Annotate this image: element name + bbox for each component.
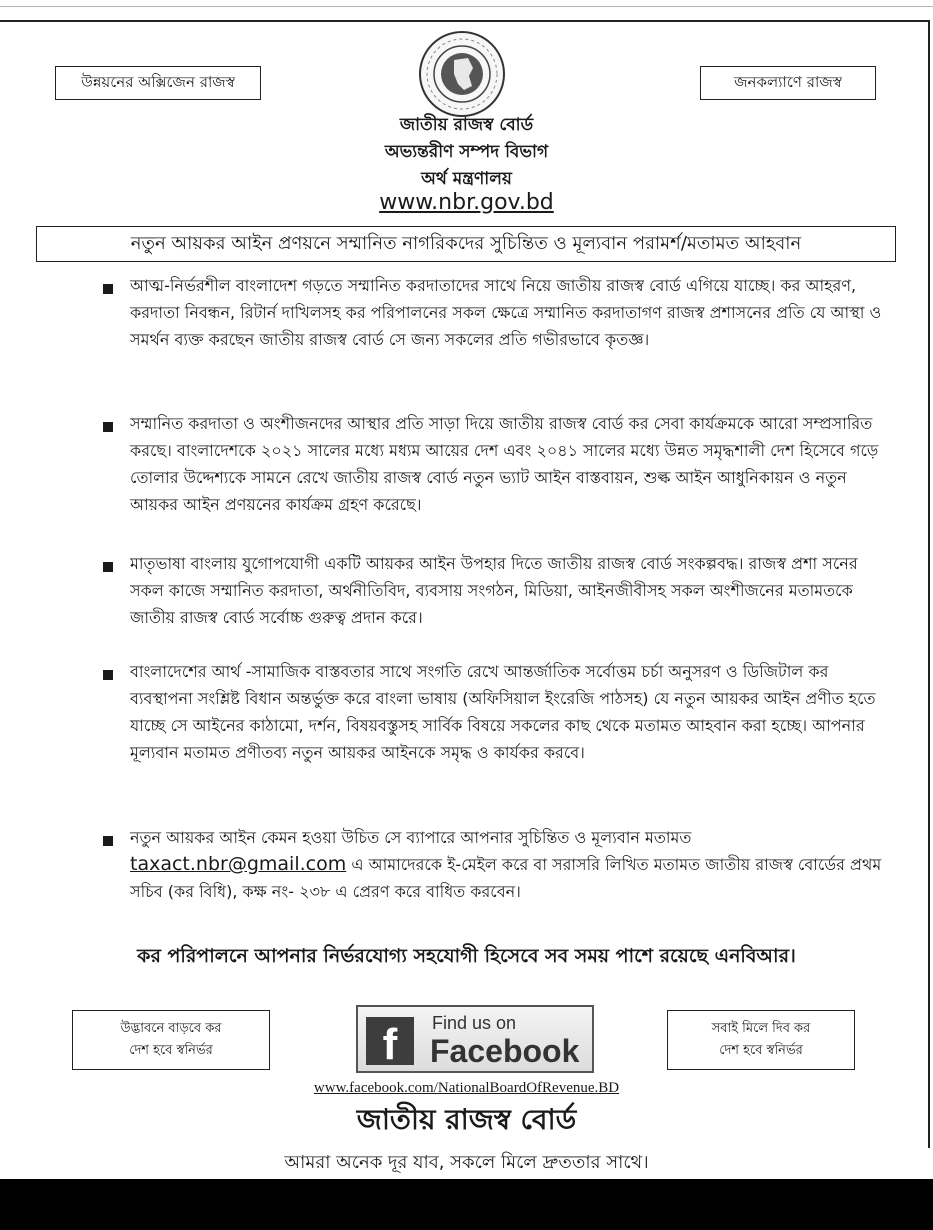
notice-title (36, 226, 896, 262)
bullet-icon (103, 836, 113, 846)
email-link[interactable]: taxact.nbr@gmail.com (130, 853, 347, 875)
footer-org-name: জাতীয় রাজস্ব বোর্ড (356, 1103, 577, 1136)
facebook-icon: f (366, 1017, 414, 1065)
header-ministry: অর্থ মন্ত্রণালয় (421, 169, 512, 189)
bullet-icon (103, 422, 113, 432)
footer-motto: আমরা অনেক দূর যাব, সকলে মিলে দ্রুততার সাথে। (0, 1148, 933, 1179)
top-rule (0, 6, 933, 7)
facebook-name-text: Facebook (430, 1033, 580, 1069)
government-seal-icon (418, 30, 506, 118)
nbr-tagline: কর পরিপালনে আপনার নির্ভরযোগ্য সহযোগী হিসেবে সব সময় পাশে রয়েছে এনবিআর। (137, 945, 796, 967)
slogan-box-left (55, 66, 261, 100)
bullet-icon (103, 562, 113, 572)
paragraph-4: বাংলাদেশের আর্থ -সামাজিক বাস্তবতার সাথে সংগতি রেখে আন্তর্জাতিক সর্বোত্তম চর্চা অনুসরণ ও ডিজিটাল কর ব্যবস্থাপনা সংশ্লিষ্ট বিধান অন্তর্ভুক্ত করে বাংলা ভাষায় (অফিসিয়াল ইংরেজি পাঠসহ) যে নতুন আয়কর আইন প্রণীত হতে যাচ্ছে সে আইনের কাঠামো, দর্শন, বিষয়বস্তুসহ সার্বিক বিষয়ে সকলের কাছ থেকে মতামত আহবান করা হচ্ছে। আপনার মূল্যবান মতামত প্রণীতব্য নতুন আয়কর আইনকে সমৃদ্ধ ও কার্যকর করবে। (130, 662, 876, 762)
bullet-icon (103, 284, 113, 294)
bullet-icon (103, 670, 113, 680)
footer-slogan-left-line2: দেশ হবে স্বনির্ভর (129, 1043, 213, 1058)
notice-title-text: নতুন আয়কর আইন প্রণয়নে সম্মানিত নাগরিকদের সুচিন্তিত ও মূল্যবান পরামর্শ/মতামত আহবান (130, 233, 802, 254)
paragraph-2: সম্মানিত করদাতা ও অংশীজনদের আস্থার প্রতি সাড়া দিয়ে জাতীয় রাজস্ব বোর্ড কর সেবা কার্যক্রমকে আরো সম্প্রসারিত করছে। বাংলাদেশকে ২০২১ সালের মধ্যে মধ্যম আয়ের দেশ এবং ২০৪১ সালের মধ্যে উন্নত সমৃদ্ধশালী দেশ হিসেবে গড়ে তোলার উদ্দেশ্যকে সামনে রেখে জাতীয় রাজস্ব বোর্ড নতুন ভ্যাট আইন বাস্তবায়ন, শুল্ক আইন আধুনিকায়ন ও নতুন আয়কর আইন প্রণয়নের কার্যক্রম গ্রহণ করেছে। (130, 414, 879, 514)
footer-slogan-right-line2: দেশ হবে স্বনির্ভর (719, 1043, 803, 1058)
paragraph-5-post: এ আমাদেরকে ই-মেইল করে বা সরাসরি লিখিত মতামত জাতীয় রাজস্ব বোর্ডের প্রথম সচিব (কর বিধি), কক্ষ নং- ২৩৮ এ প্রেরণ করে বাধিত করবেন। (130, 855, 882, 901)
slogan-left-text: উন্নয়নের অক্সিজেন রাজস্ব (81, 72, 235, 91)
footer-slogan-left-line1: উদ্ভাবনে বাড়বে কর (120, 1021, 222, 1036)
facebook-find-text: Find us on (432, 1013, 517, 1033)
website-link[interactable]: www.nbr.gov.bd (379, 190, 554, 215)
paragraph-3: মাতৃভাষা বাংলায় যুগোপযোগী একটি আয়কর আইন উপহার দিতে জাতীয় রাজস্ব বোর্ড সংকল্পবদ্ধ। রাজস্ব প্রশা সনের সকল কাজে সম্মানিত করদাতা, অর্থনীতিবিদ, ব্যবসায় সংগঠন, মিডিয়া, আইনজীবীসহ সকল অংশীজনের মতামতকে জাতীয় রাজস্ব বোর্ড সর্বোচ্চ গুরুত্ব প্রদান করে। (130, 554, 858, 627)
footer-slogan-right (667, 1010, 855, 1070)
paragraph-5 (130, 824, 890, 905)
slogan-right-text: জনকল্যাণে রাজস্ব (734, 72, 842, 91)
facebook-badge[interactable] (356, 1005, 594, 1073)
footer-slogan-left (72, 1010, 270, 1070)
header-division: অভ্যন্তরীণ সম্পদ বিভাগ (384, 142, 549, 162)
footer-slogan-right-line1: সবাই মিলে দিব কর (711, 1021, 811, 1036)
facebook-url-link[interactable]: www.facebook.com/NationalBoardOfRevenue.BD (313, 1080, 620, 1096)
slogan-box-right (700, 66, 876, 100)
paragraph-5-pre: নতুন আয়কর আইন কেমন হওয়া উচিত সে ব্যাপারে আপনার সুচিন্তিত ও মূল্যবান মতামত (130, 828, 692, 847)
header-org-name: জাতীয় রাজস্ব বোর্ড (399, 115, 534, 135)
paragraph-1: আত্ম-নির্ভরশীল বাংলাদেশ গড়তে সম্মানিত করদাতাদের সাথে নিয়ে জাতীয় রাজস্ব বোর্ড এগিয়ে যাচ্ছে। কর আহরণ, করদাতা নিবন্ধন, রিটার্ন দাখিলসহ কর পরিপালনের সকল ক্ষেত্রে সম্মানিত করদাতাগণ রাজস্ব প্রশাসনের প্রতি যে আস্থা ও সমর্থন ব্যক্ত করছেন জাতীয় রাজস্ব বোর্ড সে জন্য সকলের প্রতি গভীরভাবে কৃতজ্ঞ। (130, 276, 882, 349)
